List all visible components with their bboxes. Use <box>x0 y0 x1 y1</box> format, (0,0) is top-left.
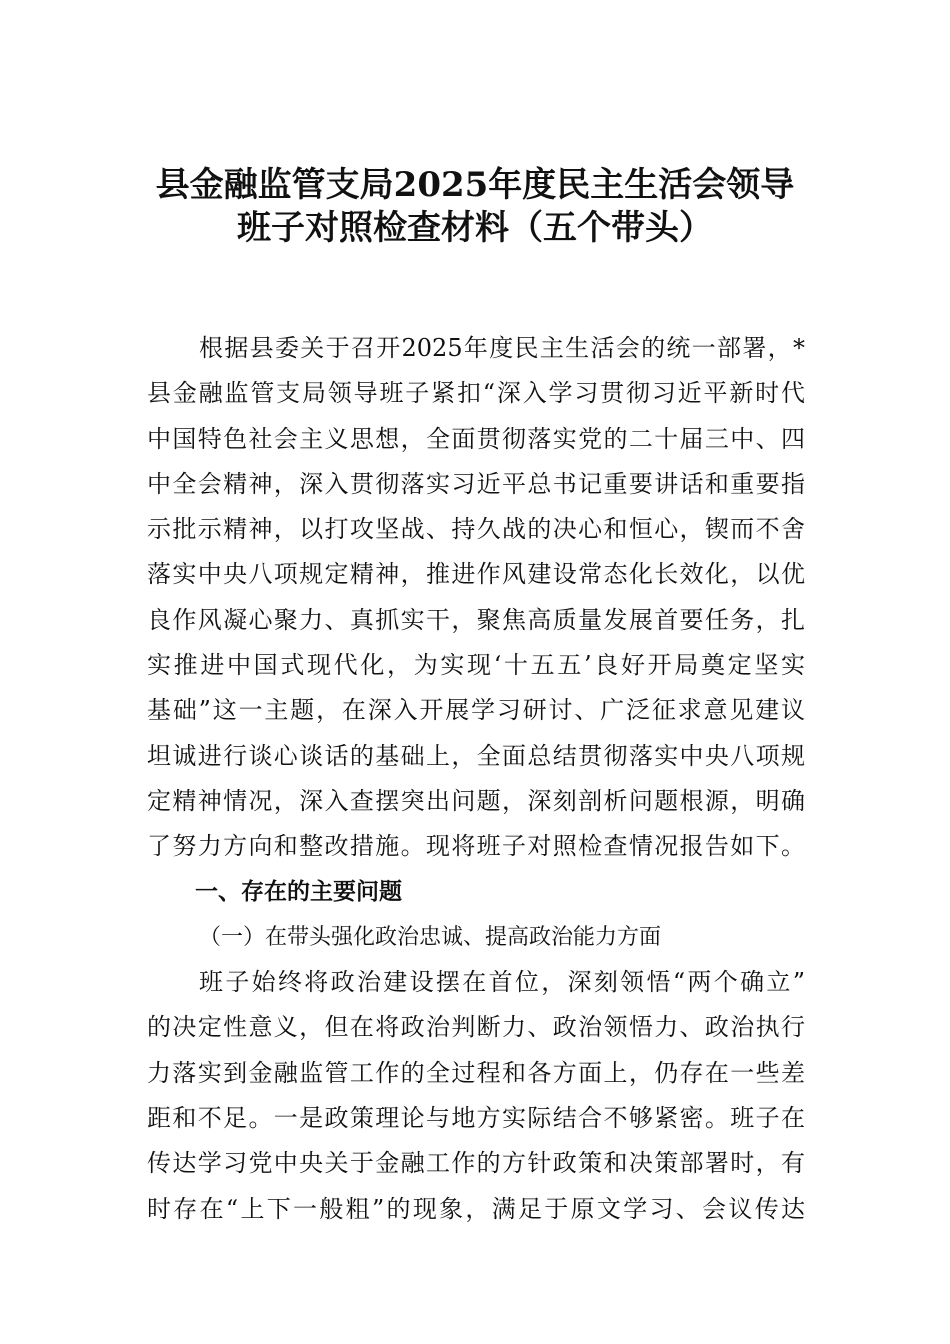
text-line: 中全会精神，深入贯彻落实习近平总书记重要讲话和重要指 <box>147 469 805 498</box>
paragraph-intro <box>147 326 805 870</box>
text-line: 县金融监管支局领导班子紧扣“深入学习贯彻习近平新时代 <box>147 379 805 408</box>
document-title-line-1: 县金融监管支局2025年度民主生活会领导 <box>155 165 795 205</box>
text-line: 时存在“上下一般粗”的现象，满足于原文学习、会议传达 <box>147 1194 805 1223</box>
paragraph-political <box>147 960 805 1232</box>
text-line: 良作风凝心聚力、真抓实干，聚焦高质量发展首要任务，扎 <box>147 605 805 634</box>
text-line: 落实中央八项规定精神，推进作风建设常态化长效化，以优 <box>147 560 805 589</box>
text-line: 坦诚进行谈心谈话的基础上，全面总结贯彻落实中央八项规 <box>147 741 805 770</box>
text-line: 力落实到金融监管工作的全过程和各方面上，仍存在一些差 <box>147 1058 805 1087</box>
text-line: 班子始终将政治建设摆在首位，深刻领悟“两个确立” <box>199 968 805 997</box>
subsection-heading: （一）在带头强化政治忠诚、提高政治能力方面 <box>199 924 662 950</box>
text-line: 示批示精神，以打攻坚战、持久战的决心和恒心，锲而不舍 <box>147 515 805 544</box>
document-title-line-2: 班子对照检查材料（五个带头） <box>237 208 713 248</box>
text-line: 中国特色社会主义思想，全面贯彻落实党的二十届三中、四 <box>147 424 805 453</box>
text-line: 基础”这一主题，在深入开展学习研讨、广泛征求意见建议 <box>147 696 805 725</box>
text-line: 定精神情况，深入查摆突出问题，深刻剖析问题根源，明确 <box>147 786 805 815</box>
text-line: 传达学习党中央关于金融工作的方针政策和决策部署时，有 <box>147 1149 805 1178</box>
text-line: 实推进中国式现代化，为实现‘十五五’良好开局奠定坚实 <box>147 651 805 680</box>
text-line: 距和不足。一是政策理论与地方实际结合不够紧密。班子在 <box>147 1104 805 1133</box>
text-line: 了努力方向和整改措施。现将班子对照检查情况报告如下。 <box>147 832 805 861</box>
document-body <box>147 326 805 1232</box>
text-line: 根据县委关于召开2025年度民主生活会的统一部署，* <box>199 334 805 362</box>
text-line: 的决定性意义，但在将政治判断力、政治领悟力、政治执行 <box>147 1013 805 1042</box>
section-heading: 一、存在的主要问题 <box>195 878 402 905</box>
